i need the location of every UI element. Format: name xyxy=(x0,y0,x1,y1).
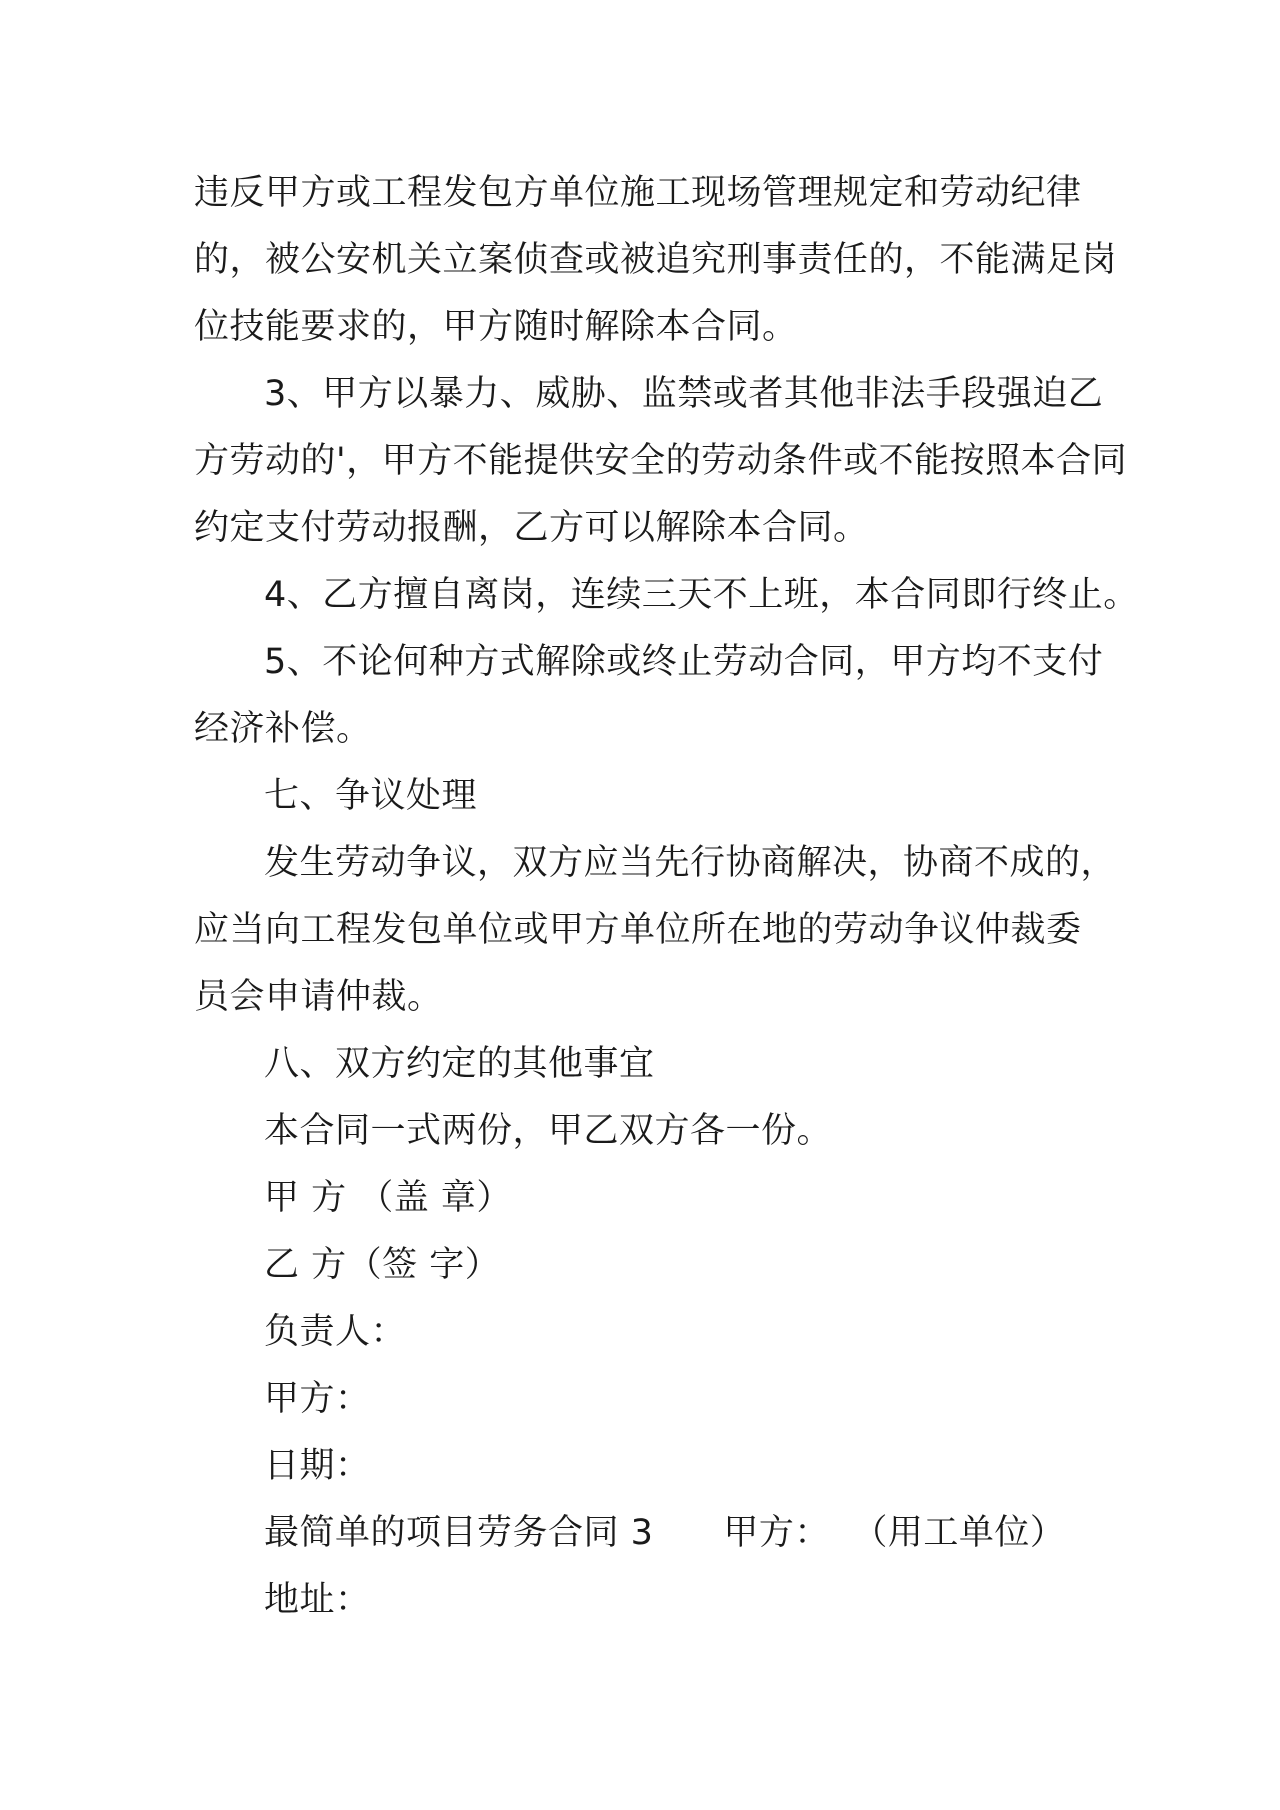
document-page xyxy=(194,160,1139,1634)
paragraph-line: 约定支付劳动报酬，乙方可以解除本合同。 xyxy=(194,508,869,548)
paragraph-line: 应当向工程发包单位或甲方单位所在地的劳动争议仲裁委 xyxy=(194,910,1082,950)
contract-title: 最简单的项目劳务合同 3 xyxy=(264,1513,654,1553)
clause-3-line: 3、甲方以暴力、威胁、监禁或者其他非法手段强迫乙 xyxy=(264,374,1104,414)
party-a-label: 甲方： xyxy=(723,1513,830,1553)
clause-5-line: 5、不论何种方式解除或终止劳动合同，甲方均不支付 xyxy=(264,642,1104,682)
paragraph-line: 本合同一式两份，甲乙双方各一份。 xyxy=(264,1111,833,1151)
clause-4-line: 4、乙方擅自离岗，连续三天不上班，本合同即行终止。 xyxy=(264,575,1139,615)
section-heading-other: 八、双方约定的其他事宜 xyxy=(264,1044,655,1084)
paragraph-line: 经济补偿。 xyxy=(194,709,372,749)
section-heading-dispute: 七、争议处理 xyxy=(264,776,478,816)
party-a-label: 甲方： xyxy=(264,1379,371,1419)
party-a-seal-line: 甲 方 （盖 章） xyxy=(264,1178,512,1218)
party-a-value: （用工单位） xyxy=(869,1513,1066,1553)
responsible-person-label: 负责人： xyxy=(264,1312,407,1352)
paragraph-line: 员会申请仲裁。 xyxy=(194,977,443,1017)
address-label: 地址： xyxy=(264,1580,371,1620)
contract-title-line xyxy=(194,1500,1094,1567)
paragraph-line: 方劳动的'，甲方不能提供安全的劳动条件或不能按照本合同 xyxy=(194,441,1128,481)
party-b-sign-line: 乙 方（签 字） xyxy=(264,1245,501,1285)
paragraph-line: 违反甲方或工程发包方单位施工现场管理规定和劳动纪律 xyxy=(194,173,1082,213)
paragraph-line: 发生劳动争议，双方应当先行协商解决，协商不成的， xyxy=(264,843,1117,883)
paragraph-line: 的，被公安机关立案侦查或被追究刑事责任的，不能满足岗 xyxy=(194,240,1118,280)
paragraph-line: 位技能要求的，甲方随时解除本合同。 xyxy=(194,307,798,347)
date-label: 日期： xyxy=(264,1446,371,1486)
